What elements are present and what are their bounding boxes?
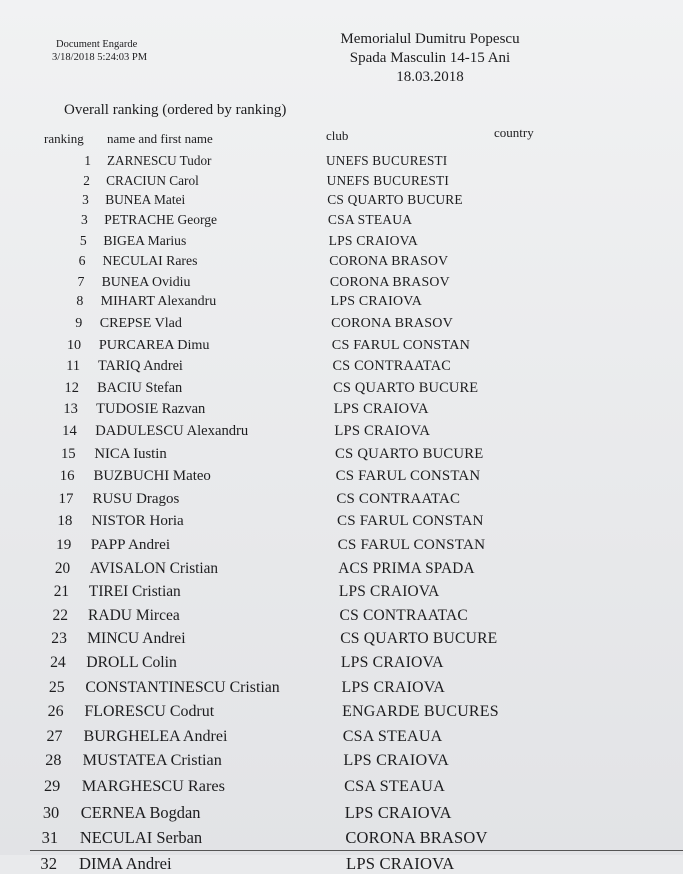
name-cell: FLORESCU Codrut [84, 703, 215, 720]
club-cell: CS QUARTO BUCURE [335, 445, 484, 462]
name-cell: CERNEA Bogdan [80, 802, 201, 822]
rank-cell: 5 [79, 232, 87, 248]
rank-cell: 3 [82, 192, 89, 208]
rank-cell: 7 [77, 273, 85, 289]
rank-cell: 21 [53, 583, 70, 600]
club-cell: CORONA BRASOV [345, 828, 488, 847]
rank-cell: 22 [52, 606, 68, 624]
event-info [300, 30, 560, 87]
name-cell: CONSTANTINESCU Cristian [85, 678, 280, 696]
rank-cell: 12 [64, 379, 79, 396]
club-cell: UNEFS BUCURESTI [326, 153, 448, 168]
club-cell: LPS CRAIOVA [341, 678, 445, 696]
rank-cell: 20 [54, 559, 71, 577]
rank-cell: 9 [75, 315, 83, 332]
name-cell: DADULESCU Alexandru [95, 423, 249, 440]
rank-cell: 19 [56, 536, 72, 554]
rank-cell: 30 [42, 802, 60, 822]
name-cell: CRACIUN Carol [106, 172, 199, 188]
club-cell: CORONA BRASOV [329, 253, 449, 268]
name-cell: NECULAI Serban [79, 828, 203, 847]
name-cell: NISTOR Horia [91, 513, 184, 530]
name-cell: MIHART Alexandru [100, 294, 217, 310]
club-cell: CS FARUL CONSTAN [336, 513, 484, 530]
name-cell: DIMA Andrei [79, 853, 172, 873]
club-cell: CORONA BRASOV [329, 273, 450, 289]
club-cell: LPS CRAIOVA [328, 232, 418, 248]
rank-cell: 2 [83, 172, 90, 188]
rank-cell: 28 [45, 752, 62, 770]
event-category: Spada Masculin 14-15 Ani [349, 50, 511, 66]
rank-cell: 11 [66, 358, 81, 374]
club-cell: CSA STEAUA [327, 212, 413, 228]
club-cell: CORONA BRASOV [331, 315, 453, 332]
column-header-country: country [494, 125, 534, 140]
name-cell: NICA Iustin [94, 445, 167, 462]
name-cell: PAPP Andrei [90, 536, 171, 554]
name-cell: TARIQ Andrei [97, 358, 183, 374]
rank-cell: 6 [78, 253, 86, 268]
column-header-name: name and first name [107, 131, 213, 146]
club-cell: LPS CRAIOVA [346, 853, 455, 873]
name-cell: PETRACHE George [104, 212, 218, 228]
club-cell: LPS CRAIOVA [330, 294, 423, 310]
rank-cell: 17 [58, 490, 74, 507]
column-header-ranking: ranking [44, 131, 84, 146]
club-cell: CS FARUL CONSTAN [335, 468, 481, 484]
document-timestamp: 3/18/2018 5:24:03 PM [52, 52, 148, 63]
club-cell: CS FARUL CONSTAN [337, 536, 486, 554]
club-cell: ACS PRIMA SPADA [338, 559, 475, 577]
ranking-title: Overall ranking (ordered by ranking) [64, 102, 287, 118]
name-cell: BIGEA Marius [103, 232, 187, 248]
name-cell: RADU Mircea [88, 606, 180, 624]
club-cell: UNEFS BUCURESTI [326, 172, 449, 188]
document-label: Document Engarde [56, 39, 138, 50]
club-cell: LPS CRAIOVA [334, 423, 431, 440]
rank-cell: 13 [63, 401, 78, 418]
club-cell: CS QUARTO BUCURE [333, 379, 479, 396]
event-date: 18.03.2018 [396, 69, 464, 85]
name-cell: RUSU Dragos [92, 490, 180, 507]
rank-cell: 29 [44, 777, 61, 796]
club-cell: ENGARDE BUCURES [342, 703, 499, 720]
rank-cell: 25 [48, 678, 65, 696]
name-cell: DROLL Colin [86, 654, 177, 672]
divider [30, 850, 683, 851]
club-cell: LPS CRAIOVA [343, 752, 450, 770]
club-cell: CS QUARTO BUCURE [327, 192, 463, 208]
club-cell: CS CONTRAATAC [339, 606, 468, 624]
club-cell: CSA STEAUA [344, 777, 446, 796]
rank-cell: 3 [80, 212, 88, 228]
name-cell: NECULAI Rares [102, 253, 198, 268]
name-cell: MINCU Andrei [87, 630, 186, 648]
club-cell: LPS CRAIOVA [344, 802, 452, 822]
name-cell: BURGHELEA Andrei [83, 727, 228, 745]
rank-cell: 31 [41, 828, 59, 847]
name-cell: BUNEA Matei [105, 192, 186, 208]
rank-cell: 1 [84, 153, 91, 168]
rank-cell: 18 [57, 513, 73, 530]
name-cell: BUNEA Ovidiu [101, 273, 191, 289]
rank-cell: 32 [40, 853, 57, 873]
document-meta [52, 38, 147, 64]
club-cell: LPS CRAIOVA [333, 401, 429, 418]
club-cell: CS CONTRAATAC [336, 490, 461, 507]
name-cell: BUZBUCHI Mateo [93, 468, 211, 484]
name-cell: TUDOSIE Razvan [96, 401, 206, 418]
name-cell: AVISALON Cristian [89, 559, 219, 577]
rank-cell: 27 [46, 727, 63, 745]
name-cell: ZARNESCU Tudor [107, 153, 212, 168]
name-cell: MUSTATEA Cristian [82, 752, 222, 770]
name-cell: TIREI Cristian [88, 583, 181, 600]
rank-cell: 26 [47, 703, 64, 720]
rank-cell: 16 [59, 468, 75, 484]
club-cell: LPS CRAIOVA [340, 654, 444, 672]
club-cell: CS CONTRAATAC [332, 358, 451, 374]
name-cell: CREPSE Vlad [99, 315, 182, 332]
name-cell: PURCAREA Dimu [98, 336, 210, 353]
club-cell: CSA STEAUA [342, 727, 443, 745]
club-cell: CS FARUL CONSTAN [331, 336, 471, 353]
rank-cell: 23 [51, 630, 67, 648]
name-cell: BACIU Stefan [97, 379, 183, 396]
rank-cell: 24 [50, 654, 66, 672]
club-cell: CS QUARTO BUCURE [340, 630, 498, 648]
rank-cell: 10 [66, 336, 82, 353]
rank-cell: 8 [76, 294, 84, 310]
event-title: Memorialul Dumitru Popescu [340, 31, 520, 47]
club-cell: LPS CRAIOVA [338, 583, 440, 600]
rank-cell: 15 [60, 445, 76, 462]
rank-cell: 14 [62, 423, 77, 440]
name-cell: MARGHESCU Rares [81, 777, 225, 796]
column-header-club: club [326, 128, 349, 143]
